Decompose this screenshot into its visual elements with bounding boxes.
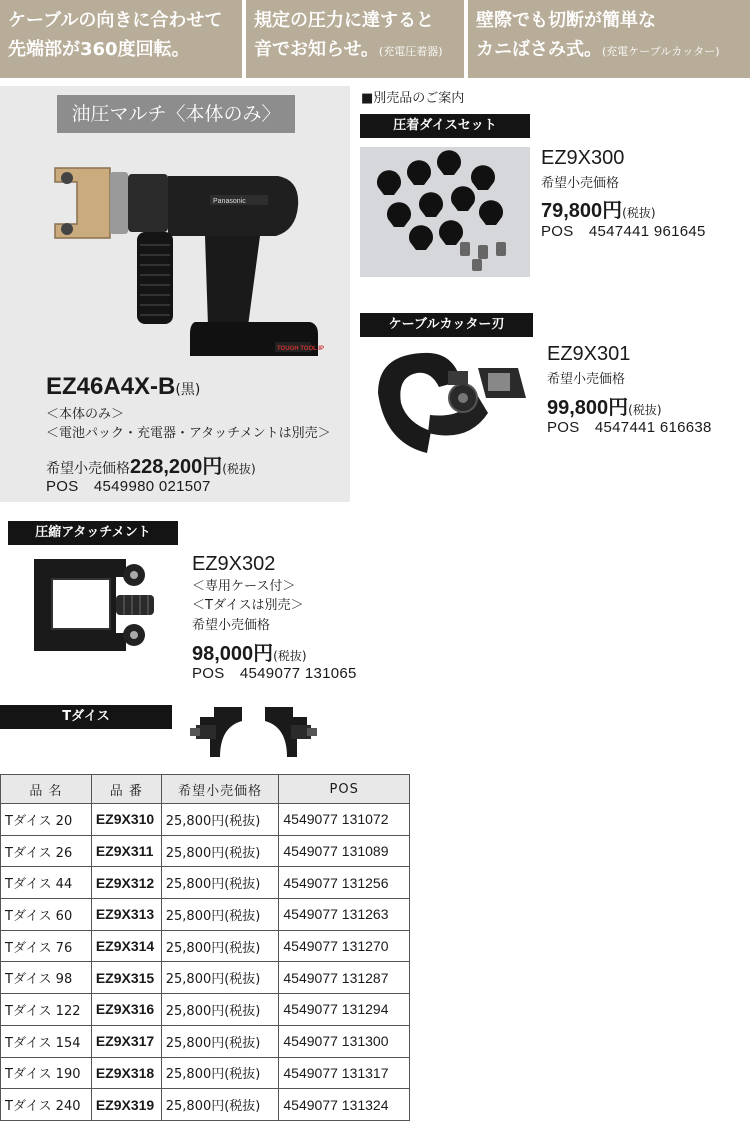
cell-price: 25,800円(税抜) xyxy=(161,930,279,962)
cutter-tag: ケーブルカッター刃 xyxy=(360,313,533,337)
price-label: 希望小売価格 xyxy=(46,461,130,477)
cell-price: 25,800円(税抜) xyxy=(161,867,279,899)
die-set-price-line xyxy=(541,194,656,223)
cell-price: 25,800円(税抜) xyxy=(161,994,279,1026)
cell-code: EZ9X316 xyxy=(91,994,161,1026)
die-set-sku: EZ9X300 xyxy=(541,147,625,169)
feature-pressure xyxy=(246,0,464,78)
tdies-tag: Tダイス xyxy=(0,705,172,729)
table-header-row xyxy=(1,775,410,804)
series-logo: TOUGH TOOL IP xyxy=(277,346,325,352)
tax-label: (税抜) xyxy=(273,649,307,663)
cell-pos: 4549077 131300 xyxy=(279,1025,410,1057)
feature-line1: 壁際でも切断が簡単な xyxy=(476,10,656,31)
feature-cutter xyxy=(468,0,750,78)
cell-code: EZ9X313 xyxy=(91,899,161,931)
cell-name: Tダイス 98 xyxy=(1,962,92,994)
compression-price-label: 希望小売価格 xyxy=(192,618,271,633)
cell-name: Tダイス 154 xyxy=(1,1025,92,1057)
feature-line2: 音でお知らせ。(充電圧着器) xyxy=(254,39,443,60)
cell-pos: 4549077 131072 xyxy=(279,804,410,836)
cell-pos: 4549077 131287 xyxy=(279,962,410,994)
cell-price: 25,800円(税抜) xyxy=(161,1025,279,1057)
cable-cutter-image xyxy=(368,343,533,473)
compression-note1: ＜専用ケース付＞ xyxy=(192,579,296,594)
main-product-title: 油圧マルチ〈本体のみ〉 xyxy=(57,95,295,133)
cutter-sku: EZ9X301 xyxy=(547,343,631,365)
col-name-header: 品 名 xyxy=(1,775,92,804)
cell-name: Tダイス 44 xyxy=(1,867,92,899)
tax-label: (税抜) xyxy=(622,206,656,220)
cell-pos: 4549077 131263 xyxy=(279,899,410,931)
cell-code: EZ9X314 xyxy=(91,930,161,962)
cell-pos: 4549077 131089 xyxy=(279,835,410,867)
col-code-header: 品 番 xyxy=(91,775,161,804)
die-set-price: 79,800円 xyxy=(541,200,623,222)
brand-logo: Panasonic xyxy=(213,198,246,205)
main-color: (黒) xyxy=(175,382,201,398)
die-set-price-label: 希望小売価格 xyxy=(541,176,620,191)
die-set-tag: 圧着ダイスセット xyxy=(360,114,530,138)
table-row xyxy=(1,1025,410,1057)
cell-code: EZ9X311 xyxy=(91,835,161,867)
cell-price: 25,800円(税抜) xyxy=(161,1089,279,1121)
cell-code: EZ9X317 xyxy=(91,1025,161,1057)
tax-label: (税抜) xyxy=(222,462,256,476)
feature-line2: カニばさみ式。(充電ケーブルカッター) xyxy=(476,39,720,60)
tax-label: (税抜) xyxy=(628,403,662,417)
cell-pos: 4549077 131324 xyxy=(279,1089,410,1121)
main-note1: ＜本体のみ＞ xyxy=(46,407,125,422)
table-row xyxy=(1,962,410,994)
cell-code: EZ9X310 xyxy=(91,804,161,836)
cell-name: Tダイス 26 xyxy=(1,835,92,867)
compression-attachment-image xyxy=(30,553,160,658)
table-row xyxy=(1,930,410,962)
tdies-image xyxy=(186,703,321,765)
table-row xyxy=(1,994,410,1026)
cell-name: Tダイス 60 xyxy=(1,899,92,931)
feature-line1: ケーブルの向きに合わせて xyxy=(8,10,223,31)
table-row xyxy=(1,1057,410,1089)
cell-name: Tダイス 122 xyxy=(1,994,92,1026)
cell-price: 25,800円(税抜) xyxy=(161,899,279,931)
cell-pos: 4549077 131256 xyxy=(279,867,410,899)
cell-name: Tダイス 240 xyxy=(1,1089,92,1121)
cutter-price-label: 希望小売価格 xyxy=(547,372,626,387)
tdies-table xyxy=(0,774,410,1121)
main-price: 228,200円 xyxy=(130,456,223,478)
cell-name: Tダイス 76 xyxy=(1,930,92,962)
cell-name: Tダイス 20 xyxy=(1,804,92,836)
table-row xyxy=(1,899,410,931)
cell-pos: 4549077 131317 xyxy=(279,1057,410,1089)
cell-code: EZ9X318 xyxy=(91,1057,161,1089)
col-pos-header: POS xyxy=(279,775,410,804)
cutter-pos: POS 4547441 616638 xyxy=(547,419,712,436)
accessories-heading: ■別売品のご案内 xyxy=(361,91,465,106)
feature-line2: 先端部が360度回転。 xyxy=(8,39,190,60)
cutter-price: 99,800円 xyxy=(547,397,629,419)
table-row xyxy=(1,1089,410,1121)
cell-price: 25,800円(税抜) xyxy=(161,804,279,836)
main-sku: EZ46A4X-B xyxy=(46,373,176,400)
col-price-header: 希望小売価格 xyxy=(161,775,279,804)
compression-tag: 圧縮アタッチメント xyxy=(8,521,178,545)
compression-sku: EZ9X302 xyxy=(192,553,276,575)
feature-rotate xyxy=(0,0,242,78)
cell-name: Tダイス 190 xyxy=(1,1057,92,1089)
cell-price: 25,800円(税抜) xyxy=(161,1057,279,1089)
cell-code: EZ9X319 xyxy=(91,1089,161,1121)
cell-code: EZ9X312 xyxy=(91,867,161,899)
compression-price: 98,000円 xyxy=(192,643,274,665)
die-set-pos: POS 4547441 961645 xyxy=(541,223,706,240)
table-row xyxy=(1,867,410,899)
die-set-image xyxy=(360,147,530,277)
compression-note2: ＜Tダイスは別売＞ xyxy=(192,598,304,613)
cell-pos: 4549077 131294 xyxy=(279,994,410,1026)
table-row xyxy=(1,835,410,867)
main-note2: ＜電池パック・充電器・アタッチメントは別売＞ xyxy=(46,426,331,441)
feature-banner xyxy=(0,0,750,78)
cell-price: 25,800円(税抜) xyxy=(161,835,279,867)
feature-line1: 規定の圧力に達すると xyxy=(254,10,434,31)
main-pos: POS 4549980 021507 xyxy=(46,478,211,495)
table-row xyxy=(1,804,410,836)
cell-code: EZ9X315 xyxy=(91,962,161,994)
hydraulic-tool-image xyxy=(45,160,325,370)
cell-price: 25,800円(税抜) xyxy=(161,962,279,994)
compression-pos: POS 4549077 131065 xyxy=(192,665,357,682)
cell-pos: 4549077 131270 xyxy=(279,930,410,962)
main-sku-line xyxy=(46,373,200,401)
